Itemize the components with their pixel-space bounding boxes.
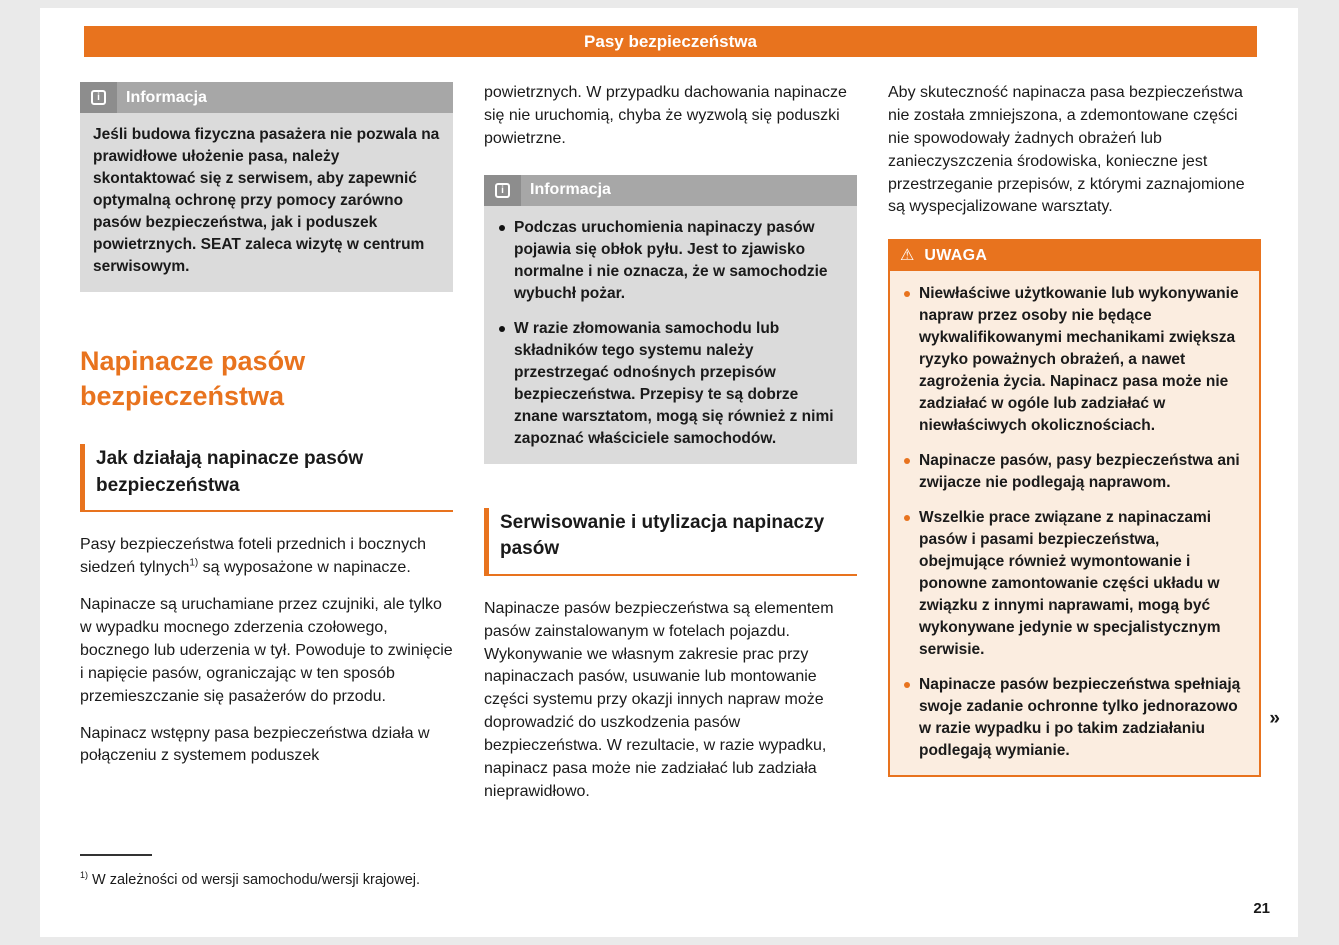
column-2 [484, 82, 857, 898]
info-box-1-title: Informacja [126, 88, 207, 106]
bullet-dot-icon [904, 682, 910, 688]
warning-box [888, 239, 1261, 777]
chapter-header-title: Pasy bezpieczeństwa [584, 31, 757, 51]
info-box-2-body [484, 206, 857, 464]
paragraph-2: Napinacze są uruchamiane przez czujniki, ale tylko w wypadku mocnego zderzenia czołowego, bocznego lub uderzenia w tył. Powoduje to zwinięcie i napięcie pasów, ograniczając w ten sposób przemieszczanie się pasażerów do przodu. [80, 596, 453, 705]
section-heading-2-text: Serwisowanie i utylizacja napinaczy pasów [500, 511, 825, 560]
info-box-1 [80, 82, 453, 292]
warning-bullet [902, 507, 1247, 661]
info-bullet-text: Podczas uruchomienia napinaczy pasów pojawia się obłok pyłu. Jest to zjawisko normalne i nie oznacza, że w samochodzie wybuchł pożar. [514, 218, 828, 302]
warning-bullet [902, 283, 1247, 437]
paragraph-3: Napinacz wstępny pasa bezpieczeństwa działa w połączeniu z systemem poduszek [80, 724, 430, 765]
warning-bullet-text: Napinacze pasów, pasy bezpieczeństwa ani zwijacze nie podlegają naprawom. [919, 452, 1240, 492]
section-heading-1 [80, 444, 453, 512]
info-bullet [497, 217, 844, 305]
info-box-2-header [484, 175, 857, 206]
bullet-dot-icon [904, 515, 910, 521]
footnote-reference: 1) [189, 557, 199, 569]
info-bullet-text: W razie złomowania samochodu lub składników tego systemu należy przestrzegać odnośnych przepisów bezpieczeństwa. Przepisy te są dobrze znane warsztatom, mogą się również z nimi zapoznać właściciele samochodów. [514, 319, 834, 447]
content-columns [80, 82, 1261, 898]
info-bullet [497, 318, 844, 450]
footnote [80, 854, 420, 892]
bullet-dot-icon [499, 326, 505, 332]
warning-box-header [889, 240, 1260, 271]
column-3 [888, 82, 1261, 898]
warning-bullet-text: Wszelkie prace związane z napinaczami pasów i pasami bezpieczeństwa, obejmujące również wymontowanie i ponowne zamontowanie części układu w związku z innymi naprawami, mogą być wykonywane jedynie w specjalistycznym serwisie. [919, 509, 1221, 659]
warning-box-title: UWAGA [924, 246, 988, 264]
warning-box-body [890, 271, 1259, 775]
info-box-1-body: Jeśli budowa fizyczna pasażera nie pozwala na prawidłowe ułożenie pasa, należy skontaktować się z serwisem, aby zapewnić optymalną ochronę przy pomocy zarówno pasów bezpieczeństwa, jak i poduszek powietrznych. SEAT zaleca wizytę w centrum serwisowym. [80, 113, 453, 292]
warning-bullet-text: Napinacze pasów bezpieczeństwa spełniają swoje zadanie ochronne tylko jednorazowo w razie wypadku i po takim zadziałaniu podlegają wymianie. [919, 676, 1241, 760]
footnote-text: $^{1)}$ W zależności od wersji samochodu/wersji krajowej. [80, 870, 421, 889]
warning-bullet [902, 450, 1247, 494]
section-heading-2 [484, 508, 857, 576]
warning-bullet [902, 674, 1247, 762]
info-box-2-title: Informacja [530, 181, 611, 199]
bullet-dot-icon [499, 225, 505, 231]
bullet-dot-icon [904, 291, 910, 297]
section-heading-1-text: Jak działają napinacze pasów bezpieczeństwa [96, 448, 364, 496]
footnote-divider [80, 854, 152, 856]
paragraph-1: Pasy bezpieczeństwa foteli przednich i bocznych siedzeń tylnych$^{1)}$ są wyposażone w napinacze. [80, 536, 426, 577]
chapter-header-bar [84, 26, 1257, 57]
paragraph-5: Napinacze pasów bezpieczeństwa są elementem pasów zainstalowanym w fotelach pojazdu. Wykonywanie we własnym zakresie prac przy napinaczach pasów, usuwanie lub montowanie części systemu przy okazji innych napraw może doprowadzić do uszkodzenia pasów bezpieczeństwa. W rezultacie, w razie wypadku, napinacz pasa może nie zadziałać lub zadziała nieprawidłowo. [484, 599, 834, 800]
info-box-1-header [80, 82, 453, 113]
paragraph-4: powietrznych. W przypadku dachowania napinacze się nie uruchomią, chyba że wyzwolą się poduszki powietrzne. [484, 84, 847, 147]
warning-bullet-text: Niewłaściwe użytkowanie lub wykonywanie napraw przez osoby nie będące wykwalifikowanymi mechanikami zwiększa ryzyko poważnych obrażeń, a nawet zagrożenia życia. Napinacz pasa może nie zadziałać w ogóle lub zadziałać w niewłaściwych okolicznościach. [919, 285, 1239, 435]
info-icon: i [80, 82, 117, 113]
paragraph-6: Aby skuteczność napinacza pasa bezpieczeństwa nie została zmniejszona, a zdemontowane części nie spowodowały żadnych obrażeń lub zanieczyszczenia środowiska, konieczne jest przestrzeganie przepisów, z którymi zaznajomione są wyspecjalizowane warsztaty. [888, 84, 1245, 216]
info-icon: i [484, 175, 521, 206]
chapter-heading: Napinacze pasów bezpieczeństwa [80, 346, 306, 412]
manual-page [40, 8, 1298, 937]
continuation-marker: » [1269, 708, 1280, 729]
info-box-2 [484, 175, 857, 464]
page-number: 21 [1253, 900, 1270, 917]
bullet-dot-icon [904, 458, 910, 464]
column-1 [80, 82, 453, 898]
warning-triangle-icon: ⚠ [900, 246, 915, 264]
